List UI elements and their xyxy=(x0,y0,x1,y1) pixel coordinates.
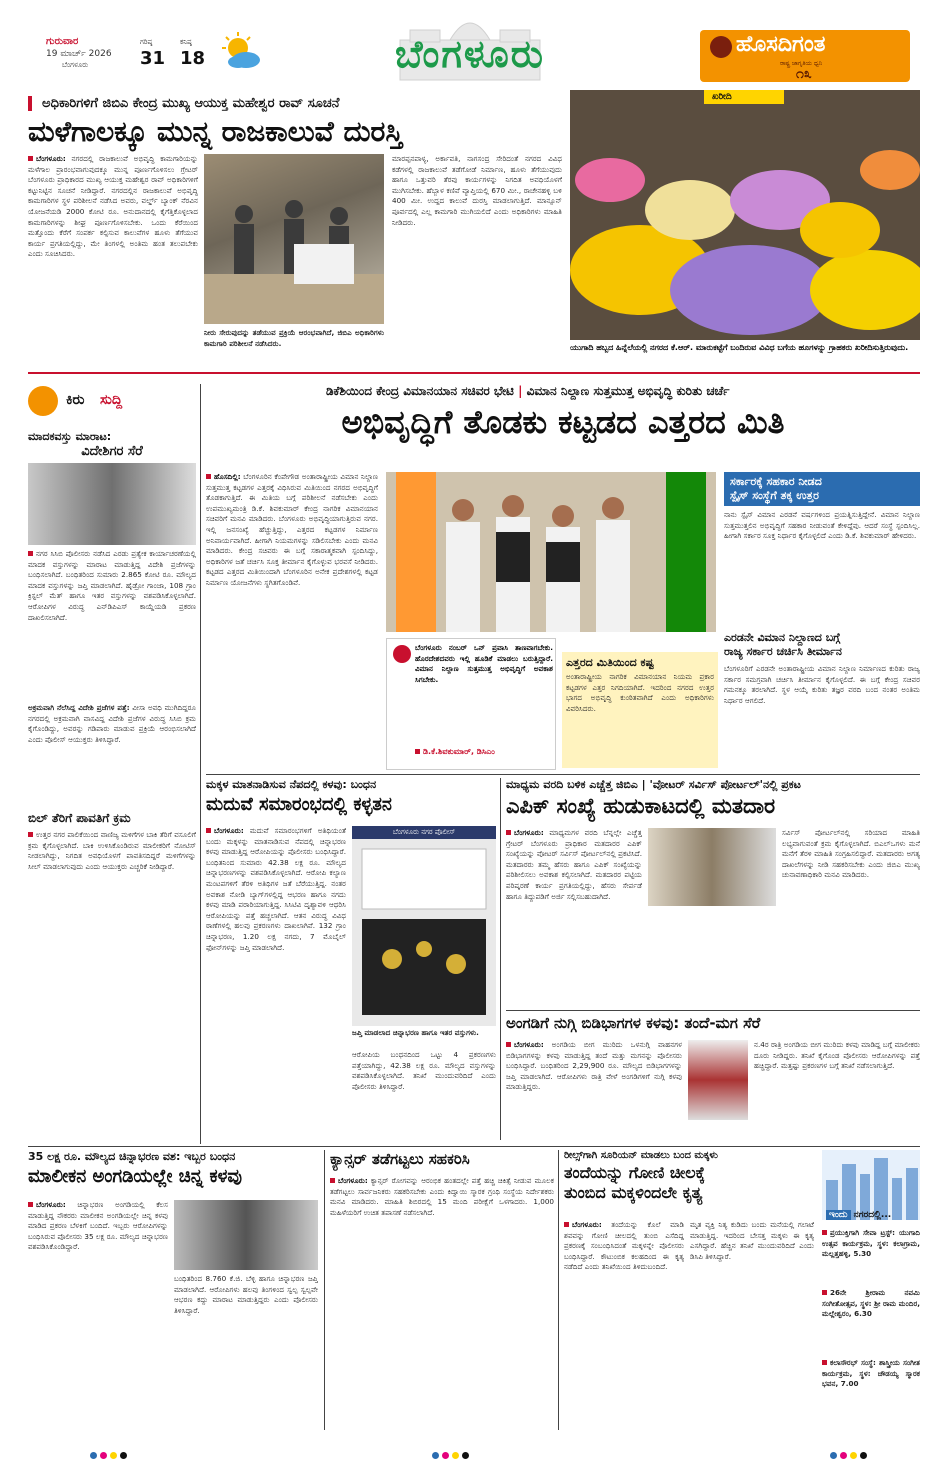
airport-kicker-a: ಡಿಕೆಶಿಯಿಂದ ಕೇಂದ್ರ ವಿಮಾನಯಾನ ಸಚಿವರ ಭೇಟಿ xyxy=(326,384,514,398)
wedding-body-text: ಮದುವೆ ಸಮಾರಂಭಗಳಿಗೆ ಅತಿಥಿಯಂತೆ ಬಂದು ಮಕ್ಕಳನ್ನು ಮಾತನಾಡಿಸುವ ನೆಪದಲ್ಲಿ ಚಿನ್ನಾಭರಣ ಕಳವು ಮಾಡುತ್ತಿದ್ದ ಆರೋಪಿಯನ್ನು ಪೊಲೀಸರು ಬಂಧಿಸಿದ್ದಾರೆ. ಬಂಧಿತನಿಂದ ಸುಮಾರು 42.38 ಲಕ್ಷ ರೂ. ಮೌಲ್ಯದ ಚಿನ್ನಾಭರಣಗಳನ್ನು ವಶಪಡಿಸಿಕೊಳ್ಳಲಾಗಿದೆ. ಆರೋಪಿ ಕಲ್ಯಾಣ ಮಂಟಪಗಳಿಗೆ ತೆರಳಿ ಅತಿಥಿಗಳ ಜತೆ ಬೆರೆಯುತ್ತಿದ್ದ. ನಂತರ ಅವಕಾಶ ನೋಡಿ ಬ್ಯಾಗ್‌ಗಳಲ್ಲಿದ್ದ ಆಭರಣ ಹಾಗೂ ನಗದು ಕಳವು ಮಾಡಿ ಪರಾರಿಯಾಗುತ್ತಿದ್ದ. ಸಿಸಿಟಿವಿ ದೃಶ್ಯಾವಳಿ ಆಧರಿಸಿ ಆರೋಪಿಯನ್ನು ಪತ್ತೆ ಹಚ್ಚಲಾಗಿದೆ. ಆತನ ವಿರುದ್ಧ ವಿವಿಧ ಠಾಣೆಗಳಲ್ಲಿ ಹಲವು ಪ್ರಕರಣಗಳು ದಾಖಲಾಗಿವೆ. 132 ಗ್ರಾಂ ಚಿನ್ನಾಭರಣ, 1.20 ಲಕ್ಷ ನಗದು, 7 ಮೊಬೈಲ್ ಫೋನ್‌ಗಳನ್ನು ಜಪ್ತಿ ಮಾಡಲಾಗಿದೆ. xyxy=(206,826,346,952)
section-title: ಬೆಂಗಳೂರು xyxy=(395,32,545,76)
lead-col1 xyxy=(28,154,198,364)
bullet-icon xyxy=(28,832,33,837)
jewellery-illustration xyxy=(352,839,496,1025)
short-s3-text: ಉತ್ತರ ನಗರ ಪಾಲಿಕೆಯಿಂದ ವಾಣಿಜ್ಯ ಮಳಿಗೆಗಳ ಬಾಕಿ ತೆರಿಗೆ ವಸೂಲಿಗೆ ಕ್ರಮ ಕೈಗೊಳ್ಳಲಾಗಿದೆ. ಬಾಕಿ ಉಳಿಸಿಕೊಂಡಿರುವ ಮಾಲೀಕರಿಗೆ ನೋಟಿಸ್ ನೀಡಲಾಗಿದ್ದು, ನಿಗದಿತ ಅವಧಿಯೊಳಗೆ ಪಾವತಿಸದಿದ್ದರೆ ಮಳಿಗೆಗಳನ್ನು ಸೀಲ್ ಮಾಡಲಾಗುವುದು ಎಂದು ಆಯುಕ್ತರು ಎಚ್ಚರಿಕೆ ನೀಡಿದ್ದಾರೆ. xyxy=(28,830,196,871)
today-box xyxy=(822,1150,920,1434)
quote-icon xyxy=(393,645,411,663)
masthead xyxy=(0,0,945,86)
paper-emblem-icon xyxy=(710,36,732,58)
short-news-icon xyxy=(28,386,58,416)
bullet-icon xyxy=(564,1222,569,1227)
divider xyxy=(206,774,920,775)
wedding-photo-title: ಬೆಂಗಳೂರು ನಗರ ಪೊಲೀಸ್ xyxy=(352,826,496,839)
airport-headline: ಅಭಿವೃದ್ಧಿಗೆ ತೊಡಕು ಕಟ್ಟಡದ ಎತ್ತರದ ಮಿತಿ xyxy=(341,403,785,441)
market-label: ಖರೀದಿ xyxy=(704,90,784,104)
divider xyxy=(28,1146,920,1147)
shop-body2: ನ.4ರ ರಾತ್ರಿ ಅಂಗಡಿಯ ಬೀಗ ಮುರಿದು ಕಳವು ಮಾಡಿದ್ದ ಬಗ್ಗೆ ಮಾಲೀಕರು ದೂರು ನೀಡಿದ್ದರು. ತನಿಖೆ ಕೈಗೊಂಡ ಪೊಲೀಸರು ಆರೋಪಿಗಳನ್ನು ಪತ್ತೆ ಹಚ್ಚಿದ್ದಾರೆ. ಮತ್ತಷ್ಟು ಪ್ರಕರಣಗಳ ಬಗ್ಗೆ ತನಿಖೆ ನಡೆಸಲಾಗುತ್ತಿದೆ. xyxy=(754,1040,920,1071)
registration-dots xyxy=(830,1444,870,1459)
wedding-photo-caption: ಜಪ್ತಿ ಮಾಡಲಾದ ಚಿನ್ನಾಭರಣ ಹಾಗೂ ಇತರ ವಸ್ತುಗಳು. xyxy=(352,1028,479,1037)
divider xyxy=(500,778,501,1140)
today-item xyxy=(822,1228,920,1282)
wedding-body xyxy=(206,826,346,1138)
divider xyxy=(200,384,201,1144)
lead-col1-text: ನಗರದಲ್ಲಿ ರಾಜಕಾಲುವೆ ಅಭಿವೃದ್ಧಿ ಕಾಮಗಾರಿಯನ್ನು ಮಳೆಗಾಲ ಪ್ರಾರಂಭವಾಗುವುದಕ್ಕೂ ಮುನ್ನ ಪೂರ್ಣಗೊಳಿಸಲು ಗ್ರೇಟರ್ ಬೆಂಗಳೂರು ಪ್ರಾಧಿಕಾರದ ಮುಖ್ಯ ಆಯುಕ್ತ ಮಹೇಶ್ವರ ರಾವ್ ಅಧಿಕಾರಿಗಳಿಗೆ ಕಟ್ಟುನಿಟ್ಟಿನ ಸೂಚನೆ ನೀಡಿದ್ದಾರೆ. ನಗರದಲ್ಲಿನ ರಾಜಕಾಲುವೆ ಅಭಿವೃದ್ಧಿ ಕಾಮಗಾರಿಗಳ ಸ್ಥಳ ಪರಿಶೀಲನೆ ನಡೆಸಿದ ಅವರು, ವರ್ಲ್ಡ್ ಬ್ಯಾಂಕ್ ನೆರವಿನ ಯೋಜನೆಯಡಿ 2000 ಕೋಟಿ ರೂ. ಅನುದಾನದಲ್ಲಿ ಕೈಗೆತ್ತಿಕೊಳ್ಳಲಾದ ಕಾಮಗಾರಿಗಳನ್ನು ಶೀಘ್ರ ಪೂರ್ಣಗೊಳಿಸಬೇಕು. ಒಂದು ಕೆರೆಯಿಂದ ಮತ್ತೊಂದು ಕೆರೆಗೆ ಸಂಪರ್ಕ ಕಲ್ಪಿಸುವ ಕಾಲುವೆಗಳ ಹೂಳು ತೆಗೆಯುವ ಕಾರ್ಯ ಪ್ರಗತಿಯಲ್ಲಿದ್ದು, ಮೇ ತಿಂಗಳಲ್ಲಿ ಅಂತಿಮ ಹಂತ ತಲುಪಬೇಕು ಎಂದು ಸೂಚಿಸಿದರು. xyxy=(28,154,198,259)
divider xyxy=(28,372,920,374)
sub2-body: ಬೆಂಗಳೂರಿಗೆ ಎರಡನೇ ಅಂತಾರಾಷ್ಟ್ರೀಯ ವಿಮಾನ ನಿಲ್ದಾಣ ನಿರ್ಮಾಣದ ಕುರಿತು ರಾಜ್ಯ ಸರ್ಕಾರ ಸಮಗ್ರವಾಗಿ ಚರ್ಚಿಸಿ ತೀರ್ಮಾನ ಕೈಗೊಳ್ಳಲಿದೆ. ಈ ಬಗ್ಗೆ ಕೇಂದ್ರ ಸಚಿವರ ಗಮನಕ್ಕೂ ತರಲಾಗಿದೆ. ಸ್ಥಳ ಆಯ್ಕೆ ಕುರಿತು ತಜ್ಞರ ವರದಿ ಬಂದ ನಂತರ ಅಂತಿಮ ನಿರ್ಧಾರ ಆಗಲಿದೆ. xyxy=(724,664,920,705)
short-news-header xyxy=(28,384,196,424)
wedding-dateline: ಬೆಂಗಳೂರು: xyxy=(214,826,244,835)
min-label: ಕನಿಷ್ಠ xyxy=(180,38,192,46)
cancer-body-text: ಕ್ಯಾನ್ಸರ್ ರೋಗವನ್ನು ಆರಂಭಿಕ ಹಂತದಲ್ಲೇ ಪತ್ತೆ ಹಚ್ಚಿ ಚಿಕಿತ್ಸೆ ನೀಡುವ ಮೂಲಕ ತಡೆಗಟ್ಟಲು ಸಾರ್ವಜನಿಕರು ಸಹಕರಿಸಬೇಕು ಎಂದು ಕಿದ್ವಾಯಿ ಸ್ಮಾರಕ ಗ್ರಂಥಿ ಸಂಸ್ಥೆಯ ನಿರ್ದೇಶಕರು ಮನವಿ ಮಾಡಿದರು. ಮಾಹಿತಿ ಶಿಬಿರದಲ್ಲಿ 15 ಮಂದಿ ಪರೀಕ್ಷೆಗೆ ಒಳಗಾದರು. 1,000 ಮಹಿಳೆಯರಿಗೆ ಉಚಿತ ತಪಾಸಣೆ ನಡೆಸಲಾಗಿದೆ. xyxy=(330,1176,554,1217)
note-body: ಅಂತಾರಾಷ್ಟ್ರೀಯ ನಾಗರಿಕ ವಿಮಾನಯಾನ ನಿಯಮ ಪ್ರಕಾರ ಕಟ್ಟಡಗಳ ಎತ್ತರ ನಿಗದಿಯಾಗಿದೆ. ಇದರಿಂದ ನಗರದ ಉತ್ತರ ಭಾಗದ ಅಭಿವೃದ್ಧಿ ಕುಂಠಿತವಾಗಿದೆ ಎಂದು ಅಧಿಕಾರಿಗಳು ವಿವರಿಸಿದರು. xyxy=(566,672,714,713)
max-label: ಗರಿಷ್ಠ xyxy=(140,38,153,46)
short-s2-lead: ಅಕ್ರಮವಾಗಿ ನೆಲೆಸಿದ್ದ ವಿದೇಶಿ ಪ್ರಜೆಗಳ ಪತ್ತೆ: xyxy=(28,703,130,712)
paper-tag: ರಾಷ್ಟ್ರ ಜಾಗೃತಿಯ ಧ್ವನಿ xyxy=(780,60,823,67)
children-story xyxy=(564,1150,814,1430)
sun-cloud-icon xyxy=(218,32,262,72)
date-block xyxy=(46,36,136,70)
cancer-body xyxy=(330,1176,554,1426)
lead-kicker: ಅಧಿಕಾರಿಗಳಿಗೆ ಜಿಬಿಎ ಕೇಂದ್ರ ಮುಖ್ಯ ಆಯುಕ್ತ ಮಹೇಶ್ವರ ರಾವ್ ಸೂಚನೆ xyxy=(28,96,563,111)
children-headline-a: ತಂದೆಯನ್ನು ಗೋಣಿ ಚೀಲಕ್ಕೆ xyxy=(564,1163,705,1182)
market-feature xyxy=(570,90,920,368)
shop-story xyxy=(506,1014,920,1142)
airport-photo xyxy=(386,472,716,632)
min-temp: 18 xyxy=(180,48,206,69)
children-dateline: ಬೆಂಗಳೂರು: xyxy=(572,1220,602,1229)
airport-note-box xyxy=(562,652,718,768)
gold-dateline: ಬೆಂಗಳೂರು: xyxy=(36,1200,66,1209)
cancer-dateline: ಬೆಂಗಳೂರು: xyxy=(338,1176,368,1185)
sub2-title-b: ರಾಜ್ಯ ಸರ್ಕಾರ ಚರ್ಚಿಸಿ ತೀರ್ಮಾನ xyxy=(724,645,842,658)
lead-headline: ಮಳೆಗಾಲಕ್ಕೂ ಮುನ್ನ ರಾಜಕಾಲುವೆ ದುರಸ್ತಿ xyxy=(28,115,403,148)
children-headline-b: ತುಂಬಿದ ಮಕ್ಕಳಿಂದಲೇ ಕೃತ್ಯ xyxy=(564,1183,703,1202)
lead-photo-caption: ನೀರು ಸೇರುವುದನ್ನು ತಡೆಯುವ ಪ್ರಕ್ರಿಯೆ ಆರಂಭವಾಗಿದೆ, ಜಿಬಿಎ ಅಧಿಕಾರಿಗಳು ಕಾಮಗಾರಿ ಪರಿಶೀಲನೆ ನಡೆಸಿದರು. xyxy=(204,328,384,348)
children-kicker: ರೀಲ್ಸ್‌ಗಾಗಿ ಸೂರಿಯನ್ ಮಾಡಲು ಬಂದ ಮಕ್ಕಳು xyxy=(564,1150,718,1161)
short-s1 xyxy=(28,549,196,699)
airport-body xyxy=(206,472,378,770)
flower-heaps-illustration xyxy=(570,90,920,340)
bullet-icon xyxy=(822,1290,827,1295)
paper-logo xyxy=(700,30,910,82)
bullet-icon xyxy=(28,156,33,161)
today-title-a: ಇಂದು xyxy=(826,1210,851,1220)
bullet-icon xyxy=(206,828,211,833)
divider xyxy=(558,1150,559,1430)
gold-kicker: 35 ಲಕ್ಷ ರೂ. ಮೌಲ್ಯದ ಚಿನ್ನಾಭರಣ ವಶ: ಇಬ್ಬರ ಬಂಧನ xyxy=(28,1150,236,1163)
today-item-1: ಪ್ರಯುಕ್ತಿಗಾಗಿ ಸೇವಾ ಟ್ರಸ್ಟ್: ಯುಗಾದಿ ಉತ್ಸವ ಕಾರ್ಯಕ್ರಮ, ಸ್ಥಳ: ಕಲಾಗ್ರಾಮ, ಮಲ್ಲತ್ತಹಳ್ಳಿ, 5.30 xyxy=(822,1228,920,1259)
airport-kicker-b: ವಿಮಾನ ನಿಲ್ದಾಣ ಸುತ್ತಮುತ್ತ ಅಭಿವೃದ್ಧಿ ಕುರಿತು ಚರ್ಚೆ xyxy=(526,384,730,398)
today-item-3: ಕಲಾಸೌರಭ್ ಸಂಸ್ಥೆ: ಶಾಸ್ತ್ರೀಯ ಸಂಗೀತ ಕಾರ್ಯಕ್ರಮ, ಸ್ಥಳ: ಚೌಡಯ್ಯ ಸ್ಮಾರಕ ಭವನ, 7.00 xyxy=(822,1358,920,1389)
airport-quote: ಬೆಂಗಳೂರು ನಂಬರ್ ಒನ್ ಪ್ರವಾಸಿ ತಾಣವಾಗಬೇಕು. ಹೊರದೇಶದವರು ಇಲ್ಲಿ ಹೂಡಿಕೆ ಮಾಡಲು ಬರುತ್ತಿದ್ದಾರೆ. ವಿಮಾನ ನಿಲ್ದಾಣ ಸುತ್ತಮುತ್ತ ಅಭಿವೃದ್ಧಿಗೆ ಅವಕಾಶ ಸಿಗಬೇಕು. xyxy=(415,643,553,684)
epic-body xyxy=(506,828,642,1004)
children-body-text: ತಂದೆಯನ್ನು ಕೊಲೆ ಮಾಡಿ ಶವವನ್ನು ಗೋಣಿ ಚೀಲದಲ್ಲಿ ತುಂಬಿ ಎಸೆದಿದ್ದ ಪ್ರಕರಣಕ್ಕೆ ಸಂಬಂಧಿಸಿದಂತೆ ಮಕ್ಕಳನ್ನೇ ಪೊಲೀಸರು ಬಂಧಿಸಿದ್ದಾರೆ. ಕೌಟುಂಬಿಕ ಕಲಹದಿಂದ ಈ ಕೃತ್ಯ ನಡೆದಿದೆ ಎಂದು ತನಿಖೆಯಿಂದ ತಿಳಿದುಬಂದಿದೆ. xyxy=(564,1220,684,1272)
bullet-icon xyxy=(822,1360,827,1365)
airport-quote-box xyxy=(386,638,556,770)
epic-body2: ಸರ್ವಿಸ್ ಪೋರ್ಟಲ್‌ನಲ್ಲಿ ಸರಿಯಾದ ಮಾಹಿತಿ ಲಭ್ಯವಾಗುವಂತೆ ಕ್ರಮ ಕೈಗೊಳ್ಳಲಾಗಿದೆ. ಬಿಎಲ್‌ಒಗಳು ಮನೆ ಮನೆಗೆ ತೆರಳಿ ಮಾಹಿತಿ ಸಂಗ್ರಹಿಸಲಿದ್ದಾರೆ. ಮತದಾರರು ಅಗತ್ಯ ದಾಖಲೆಗಳನ್ನು ನೀಡಿ ಸಹಕರಿಸಬೇಕು ಎಂದು ಜಿಬಿಎ ಮುಖ್ಯ ಚುನಾವಣಾಧಿಕಾರಿ ಮನವಿ ಮಾಡಿದರು. xyxy=(782,828,920,880)
bullet-icon xyxy=(206,474,211,479)
lead-photo xyxy=(204,154,384,324)
short-news xyxy=(28,384,196,1144)
shop-photo xyxy=(688,1040,748,1120)
short-h1b: ವಿದೇಶಿಗರ ಸೆರೆ xyxy=(81,444,143,459)
people-illustration xyxy=(204,154,384,324)
wedding-body2: ಆರೋಪಿಯ ಬಂಧನದಿಂದ ಒಟ್ಟು 4 ಪ್ರಕರಣಗಳು ಪತ್ತೆಯಾಗಿದ್ದು, 42.38 ಲಕ್ಷ ರೂ. ಮೌಲ್ಯದ ವಸ್ತುಗಳನ್ನು ವಶಪಡಿಸಿಕೊಳ್ಳಲಾಗಿದೆ. ತನಿಖೆ ಮುಂದುವರಿದಿದೆ ಎಂದು ಪೊಲೀಸರು ತಿಳಿಸಿದ್ದಾರೆ. xyxy=(352,1050,496,1091)
weather-block xyxy=(140,38,260,78)
sub1-title-a: ಸರ್ಕಾರಕ್ಕೆ ಸಹಕಾರ ನೀಡದ xyxy=(730,475,822,488)
shop-body xyxy=(506,1040,682,1140)
sub2-title xyxy=(724,628,920,662)
shop-body-text: ಅಂಗಡಿಯ ಬೀಗ ಮುರಿದು ಒಳನುಗ್ಗಿ ವಾಹನಗಳ ಬಿಡಿಭಾಗಗಳನ್ನು ಕಳವು ಮಾಡುತ್ತಿದ್ದ ತಂದೆ ಮತ್ತು ಮಗನನ್ನು ಪೊಲೀಸರು ಬಂಧಿಸಿದ್ದಾರೆ. ಬಂಧಿತರಿಂದ 2,29,900 ರೂ. ಮೌಲ್ಯದ ಬಿಡಿಭಾಗಗಳನ್ನು ಜಪ್ತಿ ಮಾಡಲಾಗಿದೆ. ಆರೋಪಿಗಳು ರಾತ್ರಿ ವೇಳೆ ಅಂಗಡಿಗಳಿಗೆ ನುಗ್ಗಿ ಕಳವು ಮಾಡುತ್ತಿದ್ದರು. xyxy=(506,1040,682,1092)
market-caption: ಯುಗಾದಿ ಹಬ್ಬದ ಹಿನ್ನೆಲೆಯಲ್ಲಿ ನಗರದ ಕೆ.ಆರ್. ಮಾರುಕಟ್ಟೆಗೆ ಬಂದಿರುವ ವಿವಿಧ ಬಗೆಯ ಹೂಗಳನ್ನು ಗ್ರಾಹಕರು ಖರೀದಿಸುತ್ತಿರುವುದು. xyxy=(570,343,909,352)
sub1-body: ನಾನು ಸ್ಪೈಸ್ ವಿಮಾನ ಎರಡನೆ ವರ್ಷಗಳಿಂದ ಪ್ರಯತ್ನಿಸುತ್ತಿದ್ದೇನೆ. ವಿಮಾನ ನಿಲ್ದಾಣ ಸುತ್ತಮುತ್ತಲಿನ ಅಭಿವೃದ್ಧಿಗೆ ಸಹಕಾರ ನೀಡುವಂತೆ ಕೇಳಿದ್ದೆವು. ಆದರೆ ಸಂಸ್ಥೆ ಸ್ಪಂದಿಸಿಲ್ಲ. ಹೀಗಾಗಿ ಸರ್ಕಾರ ಸೂಕ್ತ ನಿರ್ಧಾರ ಕೈಗೊಳ್ಳಲಿದೆ ಎಂದು ಡಿ.ಕೆ. ಶಿವಕುಮಾರ್ ಹೇಳಿದರು. xyxy=(724,510,920,541)
short-s3 xyxy=(28,830,196,1020)
short-news-title-a: ಕಿರು xyxy=(66,392,85,408)
day-label: ಗುರುವಾರ xyxy=(46,36,79,47)
wedding-story xyxy=(206,778,496,1140)
gold-story xyxy=(28,1150,318,1430)
sub1-title-b: ಸ್ಪೈಸ್ ಸಂಸ್ಥೆಗೆ ತಕ್ಕ ಉತ್ತರ xyxy=(730,489,819,502)
epic-kicker: ಮಾಧ್ಯಮ ವರದಿ ಬಳಿಕ ಎಚ್ಚೆತ್ತ ಜಿಬಿಎ | 'ವೋಟರ್ ಸರ್ವಿಸ್ ಪೋರ್ಟಲ್'ನಲ್ಲಿ ಪ್ರಕಟ xyxy=(506,778,801,791)
registration-dots xyxy=(90,1444,130,1459)
epic-body-text: ಮಾಧ್ಯಮಗಳ ವರದಿ ಬೆನ್ನಲ್ಲೇ ಎಚ್ಚೆತ್ತ ಗ್ರೇಟರ್ ಬೆಂಗಳೂರು ಪ್ರಾಧಿಕಾರ ಮತದಾರರ ಎಪಿಕ್ ಸಂಖ್ಯೆಯನ್ನು ವೋಟರ್ ಸರ್ವಿಸ್ ಪೋರ್ಟಲ್‌ನಲ್ಲಿ ಪ್ರಕಟಿಸಿದೆ. ಮತದಾರರು ತಮ್ಮ ಹೆಸರು ಹಾಗೂ ಎಪಿಕ್ ಸಂಖ್ಯೆಯನ್ನು ಪರಿಶೀಲಿಸಲು ಅವಕಾಶ ಕಲ್ಪಿಸಲಾಗಿದೆ. ಮತದಾರರ ಪಟ್ಟಿಯ ಪರಿಷ್ಕರಣೆ ಕಾರ್ಯ ಪ್ರಗತಿಯಲ್ಲಿದ್ದು, ಹೆಸರು ಸೇರ್ಪಡೆ ಹಾಗೂ ತಿದ್ದುಪಡಿಗೆ ಅರ್ಜಿ ಸಲ್ಲಿಸಬಹುದಾಗಿದೆ. xyxy=(506,828,642,901)
market-photo xyxy=(570,90,920,340)
lead-col2: ಮಾರಪ್ಪನಪಾಳ್ಯ, ಅರ್ಕಾವತಿ, ನಾಗಸಂದ್ರ ಸೇರಿದಂತೆ ನಗರದ ವಿವಿಧ ಕಡೆಗಳಲ್ಲಿ ರಾಜಕಾಲುವೆ ತಡೆಗೋಡೆ ನಿರ್ಮಾಣ, ಹೂಳು ತೆಗೆಯುವುದು ಹಾಗೂ ಒತ್ತುವರಿ ತೆರವು ಕಾರ್ಯಗಳನ್ನು ನಿಗದಿತ ಅವಧಿಯೊಳಗೆ ಮುಗಿಸಬೇಕು. ಹೆಬ್ಬಾಳ ಕಣಿವೆ ವ್ಯಾಪ್ತಿಯಲ್ಲಿ 670 ಮೀ., ರಾಚೇನಹಳ್ಳಿ ಬಳಿ 400 ಮೀ. ಉದ್ದದ ಕಾಲುವೆ ದುರಸ್ತಿ ಮಾಡಲಾಗುತ್ತಿದೆ. ಮಾನ್ಸೂನ್ ಪೂರ್ವದಲ್ಲಿ ಎಲ್ಲ ಕಾಮಗಾರಿ ಮುಗಿಯಲಿದೆ ಎಂದು ಅಧಿಕಾರಿಗಳು ಮಾಹಿತಿ ನೀಡಿದರು. xyxy=(392,154,562,227)
bullet-icon xyxy=(28,551,33,556)
cancer-headline: ಕ್ಯಾನ್ಸರ್ ತಡೆಗಟ್ಟಲು ಸಹಕರಿಸಿ xyxy=(330,1150,470,1168)
wedding-headline: ಮದುವೆ ಸಮಾರಂಭದಲ್ಲಿ ಕಳ್ಳತನ xyxy=(206,794,392,815)
gold-body-text: ಚಿನ್ನಾಭರಣ ಅಂಗಡಿಯಲ್ಲಿ ಕೆಲಸ ಮಾಡುತ್ತಿದ್ದ ನೌಕರರು ಮಾಲೀಕನ ಅಂಗಡಿಯಲ್ಲೇ ಚಿನ್ನ ಕಳವು ಮಾಡಿದ ಪ್ರಕರಣ ಬೆಳಕಿಗೆ ಬಂದಿದೆ. ಇಬ್ಬರು ಆರೋಪಿಗಳನ್ನು ಬಂಧಿಸಿರುವ ಪೊಲೀಸರು 35 ಲಕ್ಷ ರೂ. ಮೌಲ್ಯದ ಚಿನ್ನಾಭರಣ ವಶಪಡಿಸಿಕೊಂಡಿದ್ದಾರೆ. xyxy=(28,1200,168,1252)
divider xyxy=(506,1010,920,1011)
gold-body xyxy=(28,1200,168,1428)
short-h2: ಬಿಲ್ ತೆರಿಗೆ ಪಾವತಿಗೆ ಕ್ರಮ xyxy=(28,811,131,825)
gold-headline: ಮಾಲೀಕನ ಅಂಗಡಿಯಲ್ಲೇ ಚಿನ್ನ ಕಳವು xyxy=(28,1166,243,1187)
short-s1-text: ನಗರ ಸಿಸಿಬಿ ಪೊಲೀಸರು ನಡೆಸಿದ ಎರಡು ಪ್ರತ್ಯೇಕ ಕಾರ್ಯಾಚರಣೆಯಲ್ಲಿ ಮಾದಕ ವಸ್ತುಗಳನ್ನು ಮಾರಾಟ ಮಾಡುತ್ತಿದ್ದ ವಿದೇಶಿ ಪ್ರಜೆಗಳನ್ನು ಬಂಧಿಸಲಾಗಿದೆ. ಬಂಧಿತರಿಂದ ಸುಮಾರು 2.865 ಕೋಟಿ ರೂ. ಮೌಲ್ಯದ ಮಾದಕ ವಸ್ತುಗಳನ್ನು ಜಪ್ತಿ ಮಾಡಲಾಗಿದೆ. ಹೈಡ್ರೋ ಗಾಂಜಾ, 108 ಗ್ರಾಂ ಕ್ರಿಸ್ಟಲ್ ಮೆತ್ ಹಾಗೂ ಇತರ ವಸ್ತುಗಳನ್ನು ವಶಪಡಿಸಿಕೊಳ್ಳಲಾಗಿದೆ. ಆರೋಪಿಗಳ ವಿರುದ್ಧ ಎನ್‌ಡಿಪಿಎಸ್ ಕಾಯ್ದೆಯಡಿ ಪ್ರಕರಣ ದಾಖಲಿಸಲಾಗಿದೆ. xyxy=(28,549,196,622)
bullet-icon xyxy=(822,1230,827,1235)
epic-dateline: ಬೆಂಗಳೂರು: xyxy=(514,828,544,837)
bullet-icon xyxy=(28,1202,33,1207)
bullet-icon xyxy=(506,830,511,835)
today-title-b: ನಗರದಲ್ಲಿ... xyxy=(853,1210,892,1220)
bullet-icon xyxy=(330,1178,335,1183)
shop-dateline: ಬೆಂಗಳೂರು: xyxy=(514,1040,544,1049)
wedding-photo xyxy=(352,826,496,1026)
epic-photo xyxy=(648,828,776,906)
max-temp: 31 xyxy=(140,48,166,69)
note-title: ಎತ್ತರದ ಮಿತಿಯಿಂದ ಕಷ್ಟ xyxy=(566,656,654,669)
cancer-story xyxy=(330,1150,554,1430)
short-s2 xyxy=(28,703,196,803)
divider xyxy=(324,1150,325,1430)
short-h1: ಮಾದಕವಸ್ತು ಮಾರಾಟ: xyxy=(28,430,112,443)
short-photo xyxy=(28,463,196,545)
sub1-title xyxy=(724,472,920,506)
today-item xyxy=(822,1288,920,1352)
quote-name: ಡಿ.ಕೆ.ಶಿವಕುಮಾರ್, xyxy=(423,747,474,756)
epic-headline: ಎಪಿಕ್ ಸಂಖ್ಯೆ ಹುಡುಕಾಟದಲ್ಲಿ ಮತದಾರ xyxy=(506,794,776,818)
city-small: ಬೆಂಗಳೂರು xyxy=(62,61,89,69)
wedding-kicker: ಮಕ್ಕಳ ಮಾತನಾಡಿಸುವ ನೆಪದಲ್ಲಿ ಕಳವು: ಬಂಧನ xyxy=(206,778,377,791)
children-body2: ಮೃತ ವ್ಯಕ್ತಿ ನಿತ್ಯ ಕುಡಿದು ಬಂದು ಮನೆಯಲ್ಲಿ ಗಲಾಟೆ ಮಾಡುತ್ತಿದ್ದ. ಇದರಿಂದ ಬೇಸತ್ತ ಮಕ್ಕಳು ಈ ಕೃತ್ಯ ಎಸಗಿದ್ದಾರೆ. ಹೆಚ್ಚಿನ ತನಿಖೆ ಮುಂದುವರಿದಿದೆ ಎಂದು ಡಿಸಿಪಿ ತಿಳಿಸಿದ್ದಾರೆ. xyxy=(690,1220,814,1261)
lead-story xyxy=(28,96,563,368)
gold-body2: ಬಂಧಿತರಿಂದ 8.760 ಕೆ.ಜಿ. ಬೆಳ್ಳಿ ಹಾಗೂ ಚಿನ್ನಾಭರಣ ಜಪ್ತಿ ಮಾಡಲಾಗಿದೆ. ಆರೋಪಿಗಳು ಹಲವು ತಿಂಗಳಿಂದ ಸ್ವಲ್ಪ ಸ್ವಲ್ಪವೇ ಆಭರಣ ಕದ್ದು ಮಾರಾಟ ಮಾಡುತ್ತಿದ್ದರು ಎಂದು ಪೊಲೀಸರು ತಿಳಿಸಿದ್ದಾರೆ. xyxy=(174,1274,318,1315)
sidebar-box-2 xyxy=(724,628,920,770)
airport-story xyxy=(206,384,920,770)
sidebar-box-1 xyxy=(724,472,920,622)
quote-attr xyxy=(415,747,495,757)
today-item xyxy=(822,1358,920,1422)
airport-body-text: ಬೆಂಗಳೂರಿನ ಕೆಂಪೇಗೌಡ ಅಂತಾರಾಷ್ಟ್ರೀಯ ವಿಮಾನ ನಿಲ್ದಾಣ ಸುತ್ತಮುತ್ತ ಕಟ್ಟಡಗಳ ಎತ್ತರಕ್ಕೆ ವಿಧಿಸಿರುವ ಮಿತಿಯಿಂದ ನಗರದ ಅಭಿವೃದ್ಧಿಗೆ ತೊಡಕಾಗುತ್ತಿದೆ. ಈ ಮಿತಿಯ ಬಗ್ಗೆ ಪರಿಶೀಲನೆ ನಡೆಸಬೇಕು ಎಂದು ಉಪಮುಖ್ಯಮಂತ್ರಿ ಡಿ.ಕೆ. ಶಿವಕುಮಾರ್ ಕೇಂದ್ರ ನಾಗರಿಕ ವಿಮಾನಯಾನ ಸಚಿವರಿಗೆ ಮನವಿ ಮಾಡಿದರು. ಬೆಂಗಳೂರು ಅಭಿವೃದ್ಧಿಯಾಗುತ್ತಿರುವ ನಗರ. ಇಲ್ಲಿ ಜನಸಂಖ್ಯೆ ಹೆಚ್ಚುತ್ತಿದ್ದು, ಎತ್ತರದ ಕಟ್ಟಡಗಳ ನಿರ್ಮಾಣ ಅನಿವಾರ್ಯವಾಗಿದೆ. ಹೀಗಾಗಿ ನಿಯಮಗಳನ್ನು ಸಡಿಲಿಸಬೇಕು ಎಂದು ಮನವಿ ಮಾಡಿದರು. ಕೇಂದ್ರ ಸಚಿವರು ಈ ಬಗ್ಗೆ ಸಕಾರಾತ್ಮಕವಾಗಿ ಸ್ಪಂದಿಸಿದ್ದು, ಅಧಿಕಾರಿಗಳ ಜತೆ ಚರ್ಚಿಸಿ ಸೂಕ್ತ ತೀರ್ಮಾನ ಕೈಗೊಳ್ಳುವ ಭರವಸೆ ನೀಡಿದರು. ಕಟ್ಟಡದ ಎತ್ತರದ ಮಿತಿಯಿಂದಾಗಿ ಬೆಂಗಳೂರಿನ ಅನೇಕ ಪ್ರದೇಶಗಳಲ್ಲಿ ಕಟ್ಟಡ ನಿರ್ಮಾಣ ಯೋಜನೆಗಳು ಸ್ಥಗಿತಗೊಂಡಿವೆ. xyxy=(206,472,378,587)
registration-dots xyxy=(432,1444,472,1459)
today-title xyxy=(822,1210,920,1220)
epic-story xyxy=(506,778,920,1006)
today-item-2: 26ನೇ ಶ್ರೀರಾಮ ನವಮಿ ಸಂಗೀತೋತ್ಸವ, ಸ್ಥಳ: ಶ್ರೀ ರಾಮ ಮಂದಿರ, ಮಲ್ಲೇಶ್ವರಂ, 6.30 xyxy=(822,1288,920,1319)
short-news-title-b: ಸುದ್ದಿ xyxy=(100,392,123,408)
airport-kicker: ಡಿಕೆಶಿಯಿಂದ ಕೇಂದ್ರ ವಿಮಾನಯಾನ ಸಚಿವರ ಭೇಟಿ | ವಿಮಾನ ನಿಲ್ದಾಣ ಸುತ್ತಮುತ್ತ ಅಭಿವೃದ್ಧಿ ಕುರಿತು ಚರ್ಚೆ xyxy=(326,384,730,398)
sub2-title-a: ಎರಡನೇ ವಿಮಾನ ನಿಲ್ದಾಣದ ಬಗ್ಗೆ xyxy=(724,631,841,644)
date-label: 19 ಮಾರ್ಚ್ 2026 xyxy=(46,49,112,59)
page-number: ೧೩ xyxy=(796,66,812,82)
meeting-illustration xyxy=(386,472,716,632)
lead-dateline: ಬೆಂಗಳೂರು: xyxy=(36,154,66,163)
airport-dateline: ಹೊಸದಿಲ್ಲಿ: xyxy=(214,472,241,481)
children-body xyxy=(564,1220,684,1428)
paper-name: ಹೊಸದಿಗಂತ xyxy=(736,32,826,57)
gold-photo xyxy=(174,1200,318,1270)
quote-role: ಡಿಸಿಎಂ xyxy=(476,747,495,756)
shop-headline: ಅಂಗಡಿಗೆ ನುಗ್ಗಿ ಬಿಡಿಭಾಗಗಳ ಕಳವು: ತಂದೆ-ಮಗ ಸೆರೆ xyxy=(506,1014,761,1032)
short-s2-text: ವೀಸಾ ಅವಧಿ ಮುಗಿದಿದ್ದರೂ ನಗರದಲ್ಲಿ ಅಕ್ರಮವಾಗಿ ವಾಸವಿದ್ದ ವಿದೇಶಿ ಪ್ರಜೆಗಳ ವಿರುದ್ಧ ಸಿಸಿಬಿ ಕ್ರಮ ಕೈಗೊಂಡಿದ್ದು, ಅವರನ್ನು ಗಡಿಪಾರು ಮಾಡುವ ಪ್ರಕ್ರಿಯೆ ಆರಂಭಿಸಲಾಗಿದೆ ಎಂದು ಪೊಲೀಸ್ ಆಯುಕ್ತರು ತಿಳಿಸಿದ್ದಾರೆ. xyxy=(28,703,196,744)
bullet-icon xyxy=(506,1042,511,1047)
